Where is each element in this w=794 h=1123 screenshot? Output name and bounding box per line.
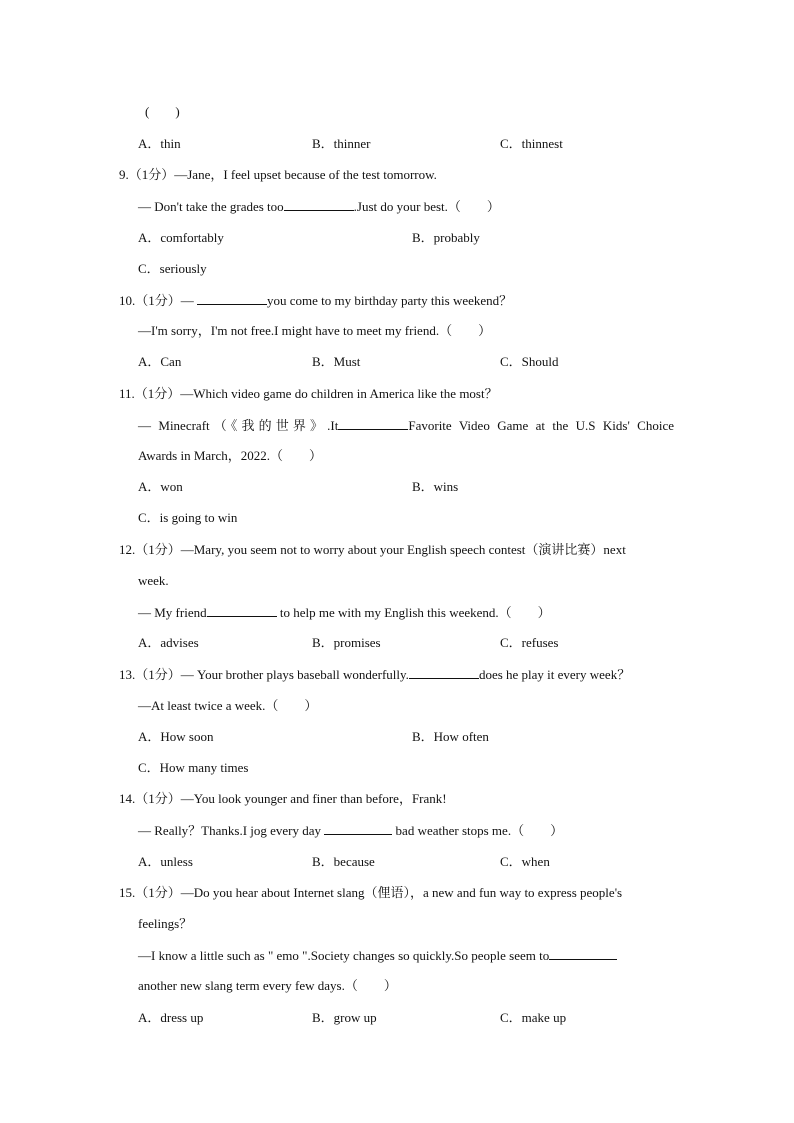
q11-dialogue (138, 417, 674, 434)
q12-dialogue (138, 604, 551, 621)
q13-stem-end: does he play it every week？ (478, 667, 631, 682)
q10-option-a[interactable]: A．Can (138, 354, 182, 369)
q14-option-b[interactable]: B．because (312, 854, 375, 869)
q15-dialogue-cont: another new slang term every few days.（ ） (138, 978, 397, 993)
q14-dialogue-end: bad weather stops me.（ ） (395, 823, 564, 838)
q15-option-a[interactable]: A．dress up (138, 1010, 204, 1025)
q9-answer-blank[interactable] (284, 198, 354, 211)
q10-answer-blank[interactable] (197, 292, 267, 305)
q10-stem (119, 292, 512, 309)
q15-option-c[interactable]: C．make up (500, 1010, 567, 1025)
q11-option-a[interactable]: A．won (138, 479, 183, 494)
q11-answer-blank[interactable] (338, 417, 408, 430)
q12-stem: 12.（1分）—Mary, you seem not to worry about your English speech contest（演讲比赛）next (119, 542, 626, 557)
q11-stem: 11.（1分）—Which video game do children in America like the most？ (119, 386, 498, 401)
q10-stem-end: you come to my birthday party this weekend？ (267, 293, 513, 308)
q11-option-b[interactable]: B．wins (412, 479, 459, 494)
q12-option-b[interactable]: B．promises (312, 635, 381, 650)
q14-answer-blank[interactable] (324, 822, 392, 835)
q10-option-c[interactable]: C．Should (500, 354, 559, 369)
q8-option-a[interactable]: A．thin (138, 136, 181, 151)
q9-dialogue-start: — Don't take the grades too (138, 199, 284, 214)
q9-option-c[interactable]: C．seriously (138, 261, 207, 276)
q15-stem-cont: feelings？ (138, 916, 193, 931)
q15-option-b[interactable]: B．grow up (312, 1010, 377, 1025)
q15-stem: 15.（1分）—Do you hear about Internet slang（俚语），a new and fun way to express people's (119, 885, 623, 900)
q12-stem-cont: week. (138, 573, 169, 588)
q9-dialogue-end: .Just do your best.（ ） (353, 199, 500, 214)
q9-option-a[interactable]: A．comfortably (138, 230, 224, 245)
q8-answer-paren: ( ) (145, 104, 180, 119)
q10-option-b[interactable]: B．Must (312, 354, 361, 369)
q15-dialogue-start: —I know a little such as " emo ".Society changes so quickly.So people seem to (138, 948, 550, 963)
q12-option-a[interactable]: A．advises (138, 635, 199, 650)
q9-stem: 9.（1分）—Jane，I feel upset because of the test tomorrow. (119, 167, 437, 182)
q13-reply: —At least twice a week.（ ） (138, 698, 318, 713)
q13-answer-blank[interactable] (409, 666, 479, 679)
q8-option-b[interactable]: B．thinner (312, 136, 371, 151)
q12-dialogue-end: to help me with my English this weekend.（ ） (279, 605, 551, 620)
q14-dialogue-start: — Really？Thanks.I jog every day (138, 823, 322, 838)
q12-answer-blank[interactable] (207, 604, 277, 617)
q13-stem (119, 666, 630, 683)
q12-option-c[interactable]: C．refuses (500, 635, 559, 650)
q14-option-a[interactable]: A．unless (138, 854, 193, 869)
q15-dialogue (138, 947, 617, 964)
q9-dialogue (138, 198, 500, 215)
q13-option-c[interactable]: C．How many times (138, 760, 249, 775)
q14-option-c[interactable]: C．when (500, 854, 550, 869)
q15-answer-blank[interactable] (549, 947, 617, 960)
q8-option-c[interactable]: C．thinnest (500, 136, 563, 151)
q11-dialogue-cont: Awards in March，2022.（ ） (138, 448, 323, 463)
q11-dialogue-end: Favorite Video Game at the U.S Kids' Choice (408, 418, 674, 433)
q13-option-b[interactable]: B．How often (412, 729, 489, 744)
q11-option-c[interactable]: C．is going to win (138, 510, 238, 525)
q11-dialogue-start: — Minecraft（《我的世界》.It (138, 418, 339, 433)
q13-option-a[interactable]: A．How soon (138, 729, 214, 744)
q10-reply: —I'm sorry，I'm not free.I might have to meet my friend.（ ） (138, 323, 492, 338)
q12-dialogue-start: — My friend (138, 605, 207, 620)
q14-dialogue (138, 822, 563, 839)
q9-option-b[interactable]: B．probably (412, 230, 480, 245)
q14-stem: 14.（1分）—You look younger and finer than before，Frank! (119, 791, 447, 806)
q13-stem-start: 13.（1分）— Your brother plays baseball wonderfully. (119, 667, 409, 682)
q10-stem-number: 10.（1分）— (119, 293, 194, 308)
